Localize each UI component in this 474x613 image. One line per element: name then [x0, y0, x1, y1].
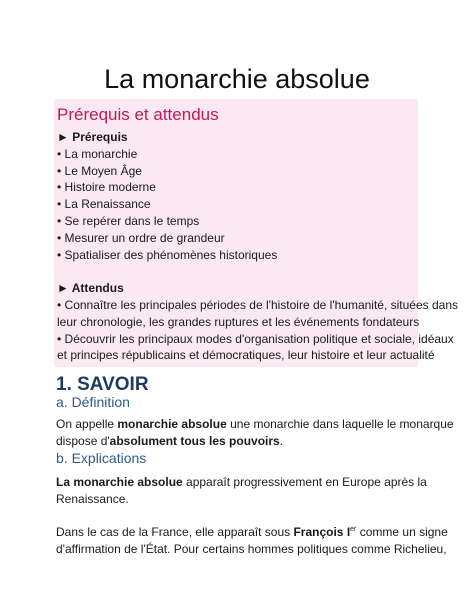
attendus-line: • Connaître les principales périodes de l'histoire de l'humanité, situées dans	[57, 297, 459, 312]
explanation-term: La monarchie absolue	[56, 475, 183, 489]
subheading-definition: a. Définition	[56, 394, 130, 410]
definition-text: une monarchie dans laquelle le monarque	[226, 417, 454, 431]
explanation-text: d'affirmation de l'État. Pour certains hommes politiques comme Richelieu,	[56, 541, 447, 556]
explanation-text: Dans le cas de la France, elle apparaît sous	[56, 525, 294, 539]
prerequisites-box-title: Prérequis et attendus	[57, 105, 219, 124]
explanation-text: apparaît progressivement en Europe après la	[182, 475, 427, 489]
ordinal-suffix: er	[350, 526, 357, 533]
prerequis-item: • Se repérer dans le temps	[57, 213, 200, 228]
prerequisites-box	[54, 99, 459, 367]
explanation-paragraph-2	[56, 524, 448, 558]
definition-text: dispose d'	[56, 433, 110, 448]
definition-paragraph	[56, 416, 454, 450]
attendus-line: et principes républicains et démocratiques, leur histoire et leur actualité	[57, 348, 435, 363]
prerequis-item: • La Renaissance	[57, 197, 151, 212]
definition-text: .	[279, 433, 284, 448]
spacer	[57, 263, 414, 280]
section-heading-savoir: 1. SAVOIR	[56, 374, 149, 395]
subheading-explications: b. Explications	[56, 450, 147, 466]
definition-emphasis: absolument tous les pouvoirs	[109, 433, 280, 448]
prerequis-item: • Mesurer un ordre de grandeur	[57, 230, 225, 245]
document-title: La monarchie absolue	[104, 64, 370, 94]
attendus-line: • Découvrir les principaux modes d'organisation politique et sociale, idéaux	[57, 331, 454, 346]
prerequis-item: • Spatialiser des phénomènes historiques	[57, 247, 278, 262]
definition-text: On appelle	[56, 417, 118, 431]
attendus-line: leur chronologie, les grandes ruptures et les événements fondateurs	[57, 314, 420, 329]
explanation-paragraph-1	[56, 474, 426, 508]
prerequis-item: • Le Moyen Âge	[57, 163, 142, 178]
king-name: François I	[293, 525, 351, 539]
attendus-heading: ► Attendus	[57, 281, 124, 296]
prerequis-item: • Histoire moderne	[57, 180, 156, 195]
explanation-text: comme un signe	[356, 525, 448, 539]
prerequis-heading: ► Prérequis	[57, 130, 128, 144]
definition-term: monarchie absolue	[117, 417, 227, 431]
prerequis-item: • La monarchie	[57, 146, 138, 161]
explanation-text: Renaissance.	[56, 491, 129, 506]
